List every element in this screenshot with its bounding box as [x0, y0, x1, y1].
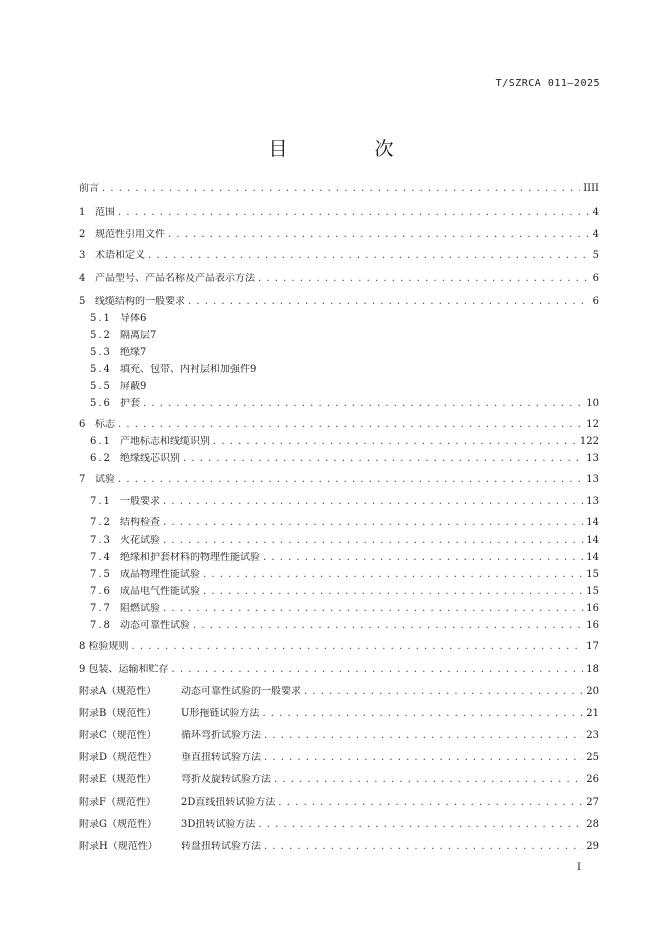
toc-entry-7-1[interactable] — [90, 496, 599, 508]
toc-page-number: 13 — [586, 453, 599, 464]
toc-label: 一般要求 — [120, 496, 160, 507]
toc-page-number: 10 — [586, 398, 599, 409]
toc-label: 弯折及旋转试验方法 — [181, 774, 271, 785]
toc-label: 隔离层7 — [120, 330, 157, 341]
annex-prefix: 附录B（规范性） — [79, 708, 157, 719]
toc-number: 7.3 — [90, 535, 112, 546]
toc-entry-7-2[interactable] — [90, 517, 599, 529]
toc-entry-5-4[interactable] — [90, 364, 599, 376]
toc-label: 导体6 — [120, 313, 147, 324]
toc-page-number: 5 — [592, 250, 599, 261]
toc-label: 阻燃试验 — [120, 603, 160, 614]
toc-entry-annex-h[interactable] — [79, 841, 599, 853]
toc-number: 4 — [79, 273, 86, 284]
toc-page-number: 21 — [586, 708, 599, 719]
toc-number: 1 — [79, 207, 86, 218]
dot-leader — [278, 797, 583, 809]
dot-leader — [118, 419, 583, 431]
toc-label: 8 检验规则 — [79, 641, 129, 652]
toc-number: 7.4 — [90, 552, 112, 563]
dot-leader — [258, 819, 583, 831]
dot-leader — [132, 641, 584, 653]
toc-entry-section-8[interactable] — [79, 641, 599, 653]
toc-number: 5.3 — [90, 347, 112, 358]
dot-leader — [118, 474, 583, 486]
toc-page-number: 27 — [586, 797, 599, 808]
toc-page-number: 14 — [586, 517, 599, 528]
dot-leader — [264, 730, 583, 742]
toc-entry-annex-f[interactable] — [79, 797, 599, 809]
toc-entry-7-5[interactable] — [90, 569, 599, 581]
toc-label: 绝缘7 — [120, 347, 147, 358]
toc-page-number: 14 — [586, 552, 599, 563]
annex-prefix: 附录G（规范性） — [79, 819, 157, 830]
dot-leader — [193, 620, 583, 632]
dot-leader — [118, 207, 590, 219]
dot-leader — [163, 517, 583, 529]
toc-label: U形拖链试验方法 — [181, 708, 260, 719]
toc-label: 成品电气性能试验 — [120, 586, 200, 597]
toc-label: 2D直线扭转试验方法 — [181, 797, 276, 808]
toc-entry-section-4[interactable] — [79, 273, 599, 285]
toc-entry-7-7[interactable] — [90, 603, 599, 615]
toc-entry-annex-d[interactable] — [79, 752, 599, 764]
toc-label: 9 包装、运输和贮存 — [79, 664, 169, 675]
toc-entry-annex-a[interactable] — [79, 686, 599, 698]
document-code: T/SZRCA 011—2025 — [495, 78, 600, 89]
toc-entry-section-6[interactable] — [79, 419, 599, 431]
toc-label: 线缆结构的一般要求 — [95, 296, 185, 307]
toc-page-number: 14 — [586, 535, 599, 546]
toc-page-number: 25 — [586, 752, 599, 763]
toc-entry-5-1[interactable] — [90, 313, 599, 325]
toc-number: 7.1 — [90, 496, 112, 507]
toc-label: 火花试验 — [120, 535, 160, 546]
toc-label: 试验 — [95, 474, 115, 485]
toc-page-number: 4 — [592, 207, 599, 218]
toc-label: 范围 — [95, 207, 115, 218]
annex-prefix: 附录D（规范性） — [79, 752, 158, 763]
dot-leader — [258, 273, 590, 285]
toc-label: 动态可靠性试验 — [120, 620, 190, 631]
toc-page-number: 6 — [592, 273, 599, 284]
toc-page-number: 4 — [592, 229, 599, 240]
toc-entry-5-6[interactable] — [90, 398, 599, 410]
dot-leader — [148, 250, 590, 262]
toc-entry-section-1[interactable] — [79, 207, 599, 219]
dot-leader — [274, 774, 583, 786]
toc-label: 规范性引用文件 — [95, 229, 165, 240]
dot-leader — [163, 535, 583, 547]
toc-number: 6.1 — [90, 436, 112, 447]
toc-label: 标志 — [95, 419, 115, 430]
dot-leader — [163, 603, 583, 615]
page-title: 目 次 — [268, 138, 428, 160]
toc-entry-7-3[interactable] — [90, 535, 599, 547]
toc-page-number: 15 — [586, 586, 599, 597]
toc-label: 护套 — [120, 398, 140, 409]
toc-entry-annex-b[interactable] — [79, 708, 599, 720]
toc-entry-7-4[interactable] — [90, 552, 599, 564]
toc-entry-annex-e[interactable] — [79, 774, 599, 786]
toc-entry-section-5[interactable] — [79, 296, 599, 308]
toc-number: 2 — [79, 229, 86, 240]
toc-number: 6 — [79, 419, 86, 430]
toc-page-number: 18 — [586, 664, 599, 675]
toc-page-number: 15 — [586, 569, 599, 580]
toc-entry-foreword[interactable] — [79, 183, 599, 195]
toc-entry-5-5[interactable] — [90, 381, 599, 393]
toc-entry-7-6[interactable] — [90, 586, 599, 598]
toc-entry-5-3[interactable] — [90, 347, 599, 359]
toc-page-number: 13 — [586, 496, 599, 507]
toc-label: 垂直扭转试验方法 — [181, 752, 261, 763]
toc-number: 7.7 — [90, 603, 112, 614]
dot-leader — [264, 752, 583, 764]
annex-prefix: 附录C（规范性） — [79, 730, 157, 741]
annex-prefix: 附录F（规范性） — [79, 797, 156, 808]
dot-leader — [102, 183, 580, 195]
toc-entry-6-2[interactable] — [90, 453, 599, 465]
dot-leader — [172, 664, 584, 676]
toc-entry-annex-g[interactable] — [79, 819, 599, 831]
dot-leader — [183, 453, 583, 465]
toc-number: 5.5 — [90, 381, 112, 392]
dot-leader — [264, 841, 583, 853]
toc-number: 7.8 — [90, 620, 112, 631]
toc-entry-5-2[interactable] — [90, 330, 599, 342]
toc-page-number: 28 — [586, 819, 599, 830]
page-number-footer: I — [577, 862, 581, 873]
toc-entry-7-8[interactable] — [90, 620, 599, 632]
toc-label: 结构检查 — [120, 517, 160, 528]
dot-leader — [213, 436, 577, 448]
toc-page-number: 20 — [586, 686, 599, 697]
toc-page-number: 16 — [586, 603, 599, 614]
toc-number: 5 — [79, 296, 86, 307]
dot-leader — [168, 229, 590, 241]
toc-page-number: 6 — [592, 296, 599, 307]
toc-page-number: 29 — [586, 841, 599, 852]
toc-label: 转盘扭转试验方法 — [181, 841, 261, 852]
dot-leader — [263, 552, 583, 564]
dot-leader — [203, 569, 583, 581]
toc-page-number: 17 — [586, 641, 599, 652]
dot-leader — [188, 296, 590, 308]
toc-number: 5.1 — [90, 313, 112, 324]
toc-page-number: 122 — [579, 436, 599, 447]
toc-number: 5.6 — [90, 398, 112, 409]
dot-leader — [262, 708, 583, 720]
toc-label: 成品物理性能试验 — [120, 569, 200, 580]
toc-label: 动态可靠性试验的一般要求 — [181, 686, 301, 697]
toc-label: 绝缘和护套材料的物理性能试验 — [120, 552, 260, 563]
annex-prefix: 附录A（规范性） — [79, 686, 157, 697]
toc-number: 6.2 — [90, 453, 112, 464]
toc-entry-section-3[interactable] — [79, 250, 599, 262]
toc-page-number: 12 — [586, 419, 599, 430]
toc-entry-6-1[interactable] — [90, 436, 599, 448]
toc-label: 3D扭转试验方法 — [181, 819, 256, 830]
toc-number: 7.5 — [90, 569, 112, 580]
toc-number: 3 — [79, 250, 86, 261]
toc-number: 7.6 — [90, 586, 112, 597]
toc-page-number: 23 — [586, 730, 599, 741]
toc-label: 屏蔽9 — [120, 381, 147, 392]
dot-leader — [304, 686, 583, 698]
dot-leader — [143, 398, 583, 410]
toc-number: 7 — [79, 474, 86, 485]
toc-number: 7.2 — [90, 517, 112, 528]
toc-number: 5.4 — [90, 364, 112, 375]
annex-prefix: 附录H（规范性） — [79, 841, 158, 852]
toc-label: 循环弯折试验方法 — [181, 730, 261, 741]
toc-page-number: 13 — [586, 474, 599, 485]
toc-number: 5.2 — [90, 330, 112, 341]
annex-prefix: 附录E（规范性） — [79, 774, 157, 785]
toc-entry-section-7[interactable] — [79, 474, 599, 486]
toc-entry-annex-c[interactable] — [79, 730, 599, 742]
toc-label: 产品型号、产品名称及产品表示方法 — [95, 273, 255, 284]
toc-label: 产地标志和线缆识别 — [120, 436, 210, 447]
toc-entry-section-9[interactable] — [79, 664, 599, 676]
toc-page-number: IIII — [583, 183, 599, 194]
toc-label: 术语和定义 — [95, 250, 145, 261]
toc-label: 前言 — [79, 183, 99, 194]
toc-label: 绝缘线芯识别 — [120, 453, 180, 464]
dot-leader — [203, 586, 583, 598]
toc-page-number: 16 — [586, 620, 599, 631]
dot-leader — [163, 496, 583, 508]
toc-page-number: 26 — [586, 774, 599, 785]
toc-label: 填充、包带、内衬层和加强件9 — [120, 364, 257, 375]
toc-entry-section-2[interactable] — [79, 229, 599, 241]
